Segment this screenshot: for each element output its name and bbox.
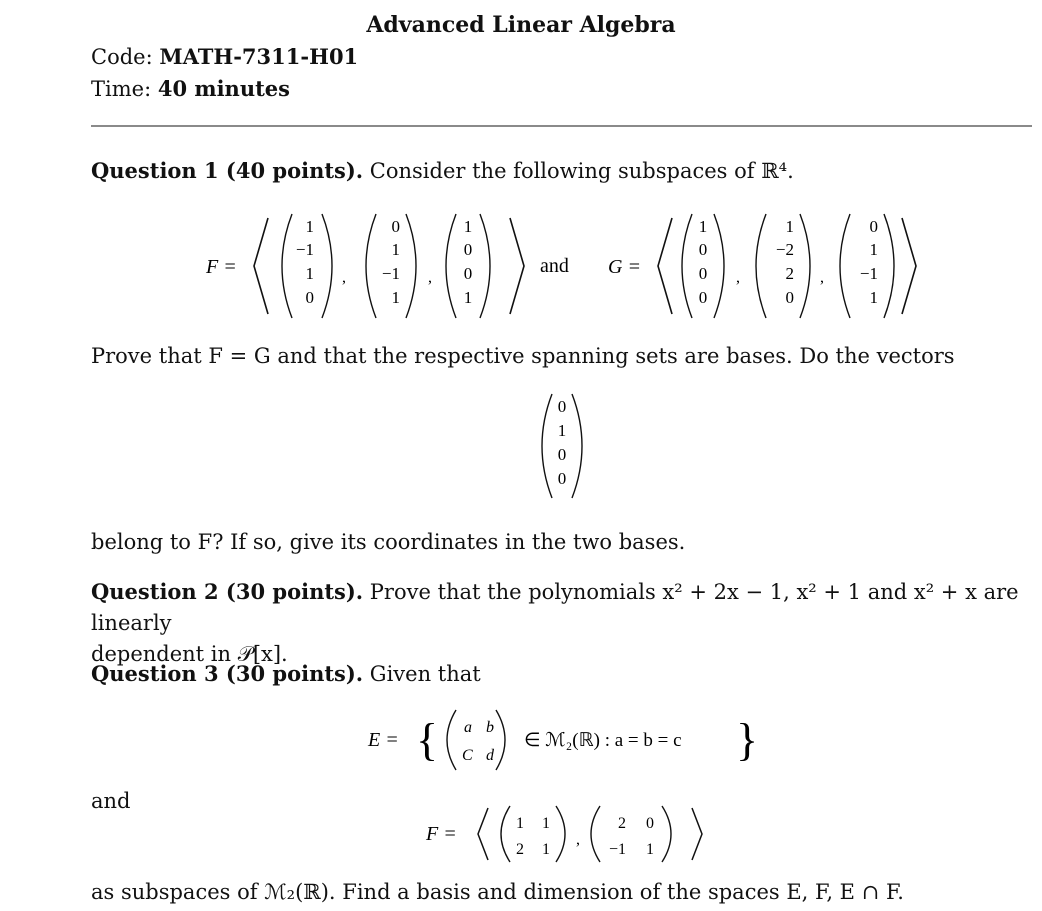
G-v2-entry: −2 bbox=[775, 240, 794, 259]
test-vector bbox=[530, 386, 590, 506]
test-vector-entry: 0 bbox=[557, 397, 567, 416]
question-3-final: as subspaces of ℳ₂(ℝ). Find a basis and dimension of the spaces E, F, E ∩ F. bbox=[91, 880, 904, 904]
F-v3-entry: 1 bbox=[463, 217, 473, 236]
question-1-belong: belong to F? If so, give its coordinates in the two bases. bbox=[91, 530, 686, 554]
F-matrix-1 bbox=[501, 806, 565, 862]
G-v3-entry: 0 bbox=[869, 217, 878, 236]
question-3-and: and bbox=[91, 789, 131, 813]
code-label: Code: bbox=[91, 45, 153, 69]
G-label: G = bbox=[608, 256, 641, 278]
F-v2-entry: 1 bbox=[391, 288, 400, 307]
F-matrix-entry: 1 bbox=[542, 841, 550, 858]
F-v2-entry: −1 bbox=[381, 264, 400, 283]
svg-text:,: , bbox=[820, 269, 824, 286]
G-v3-entry: 1 bbox=[869, 288, 878, 307]
F-vectors bbox=[282, 214, 490, 318]
F-v1-entry: 1 bbox=[305, 264, 314, 283]
G-vector-3 bbox=[840, 214, 894, 318]
E-condition: ∈ ℳ₂(ℝ) : a = b = c bbox=[524, 730, 682, 751]
E-matrix-entry: b bbox=[486, 719, 494, 736]
F-matrix-entry: 1 bbox=[646, 841, 654, 858]
header-divider bbox=[91, 125, 1032, 127]
G-v1-entry: 0 bbox=[698, 240, 708, 259]
svg-text:,: , bbox=[342, 269, 346, 286]
question-1-intro-text: Consider the following subspaces of ℝ⁴. bbox=[369, 159, 794, 183]
F-v3-entry: 1 bbox=[463, 288, 473, 307]
F-v2-entry: 0 bbox=[391, 217, 400, 236]
G-vectors bbox=[682, 214, 894, 318]
G-v1-entry: 0 bbox=[698, 264, 708, 283]
F-v2-entry: 1 bbox=[391, 240, 400, 259]
subspace-E-definition bbox=[360, 700, 780, 780]
question-1-prove: Prove that F = G and that the respective spanning sets are bases. Do the vectors bbox=[91, 344, 955, 368]
F-v3-entry: 0 bbox=[463, 264, 473, 283]
G-v3-entry: −1 bbox=[859, 264, 878, 283]
F-matrix-label: F = bbox=[426, 823, 457, 845]
question-3-given: Given that bbox=[369, 662, 481, 686]
G-v2-entry: 2 bbox=[785, 264, 794, 283]
E-matrix-right-paren bbox=[496, 710, 505, 770]
F-vector-2 bbox=[366, 214, 416, 318]
time-label: Time: bbox=[91, 77, 152, 101]
test-vector-entry: 1 bbox=[557, 421, 567, 440]
G-right-angle bbox=[902, 218, 916, 314]
question-2-text-line-2: dependent in 𝒫[x]. bbox=[91, 642, 288, 666]
E-matrix-entry: d bbox=[486, 747, 494, 764]
G-left-angle bbox=[658, 218, 672, 314]
F-v3-entry: 0 bbox=[463, 240, 473, 259]
G-v2-entry: 1 bbox=[785, 217, 794, 236]
F-v1-entry: 1 bbox=[305, 217, 314, 236]
F-matrix-2 bbox=[591, 806, 671, 862]
F-left-angle bbox=[478, 808, 488, 860]
E-matrix-entry: C bbox=[462, 747, 473, 764]
code-value: MATH-7311-H01 bbox=[159, 44, 359, 69]
question-1-intro bbox=[91, 155, 1036, 187]
time-value: 40 minutes bbox=[157, 76, 290, 101]
subspaces-F-G-equation bbox=[190, 200, 940, 330]
G-vector-2 bbox=[756, 214, 810, 318]
G-v1-entry: 1 bbox=[698, 217, 708, 236]
question-1-heading: Question 1 (40 points). bbox=[91, 158, 364, 183]
course-code bbox=[91, 44, 358, 69]
svg-text:,: , bbox=[576, 831, 580, 848]
F-matrix-entry: 1 bbox=[542, 815, 550, 832]
question-2-heading: Question 2 (30 points). bbox=[91, 579, 364, 604]
G-v1-entry: 0 bbox=[698, 288, 708, 307]
G-vector-1 bbox=[682, 214, 724, 318]
F-matrix-entry: 2 bbox=[618, 815, 626, 832]
F-matrix-entry: 0 bbox=[646, 815, 654, 832]
question-2-text-line-1: Prove that the polynomials x² + 2x − 1, x² + 1 and x² + x are linearly bbox=[91, 580, 1019, 635]
question-2 bbox=[91, 576, 1036, 670]
F-left-angle bbox=[254, 218, 268, 314]
question-3-intro bbox=[91, 658, 1036, 690]
svg-text:,: , bbox=[428, 269, 432, 286]
F-vector-3 bbox=[446, 214, 490, 318]
subspace-F-definition bbox=[420, 800, 720, 870]
F-right-angle bbox=[510, 218, 524, 314]
test-vector-entry: 0 bbox=[557, 469, 567, 488]
page-title: Advanced Linear Algebra bbox=[366, 12, 676, 38]
E-matrix-left-paren bbox=[447, 710, 456, 770]
F-matrix-entry: 2 bbox=[516, 841, 524, 858]
F-matrix-entry: 1 bbox=[516, 815, 524, 832]
F-v1-entry: −1 bbox=[295, 240, 314, 259]
F-right-angle bbox=[692, 808, 702, 860]
test-vector-entry: 0 bbox=[557, 445, 567, 464]
F-matrix-entry: −1 bbox=[608, 841, 626, 858]
G-v3-entry: 1 bbox=[869, 240, 878, 259]
G-v2-entry: 0 bbox=[785, 288, 794, 307]
F-vector-1 bbox=[282, 214, 332, 318]
exam-time bbox=[91, 76, 290, 101]
E-matrix-entry: a bbox=[464, 719, 472, 736]
E-right-brace: } bbox=[736, 714, 759, 765]
E-left-brace: { bbox=[416, 714, 439, 765]
svg-text:,: , bbox=[736, 269, 740, 286]
and-word: and bbox=[540, 255, 569, 277]
E-label: E = bbox=[368, 729, 399, 751]
question-3-heading: Question 3 (30 points). bbox=[91, 661, 364, 686]
F-label: F = bbox=[206, 256, 237, 278]
F-v1-entry: 0 bbox=[305, 288, 314, 307]
